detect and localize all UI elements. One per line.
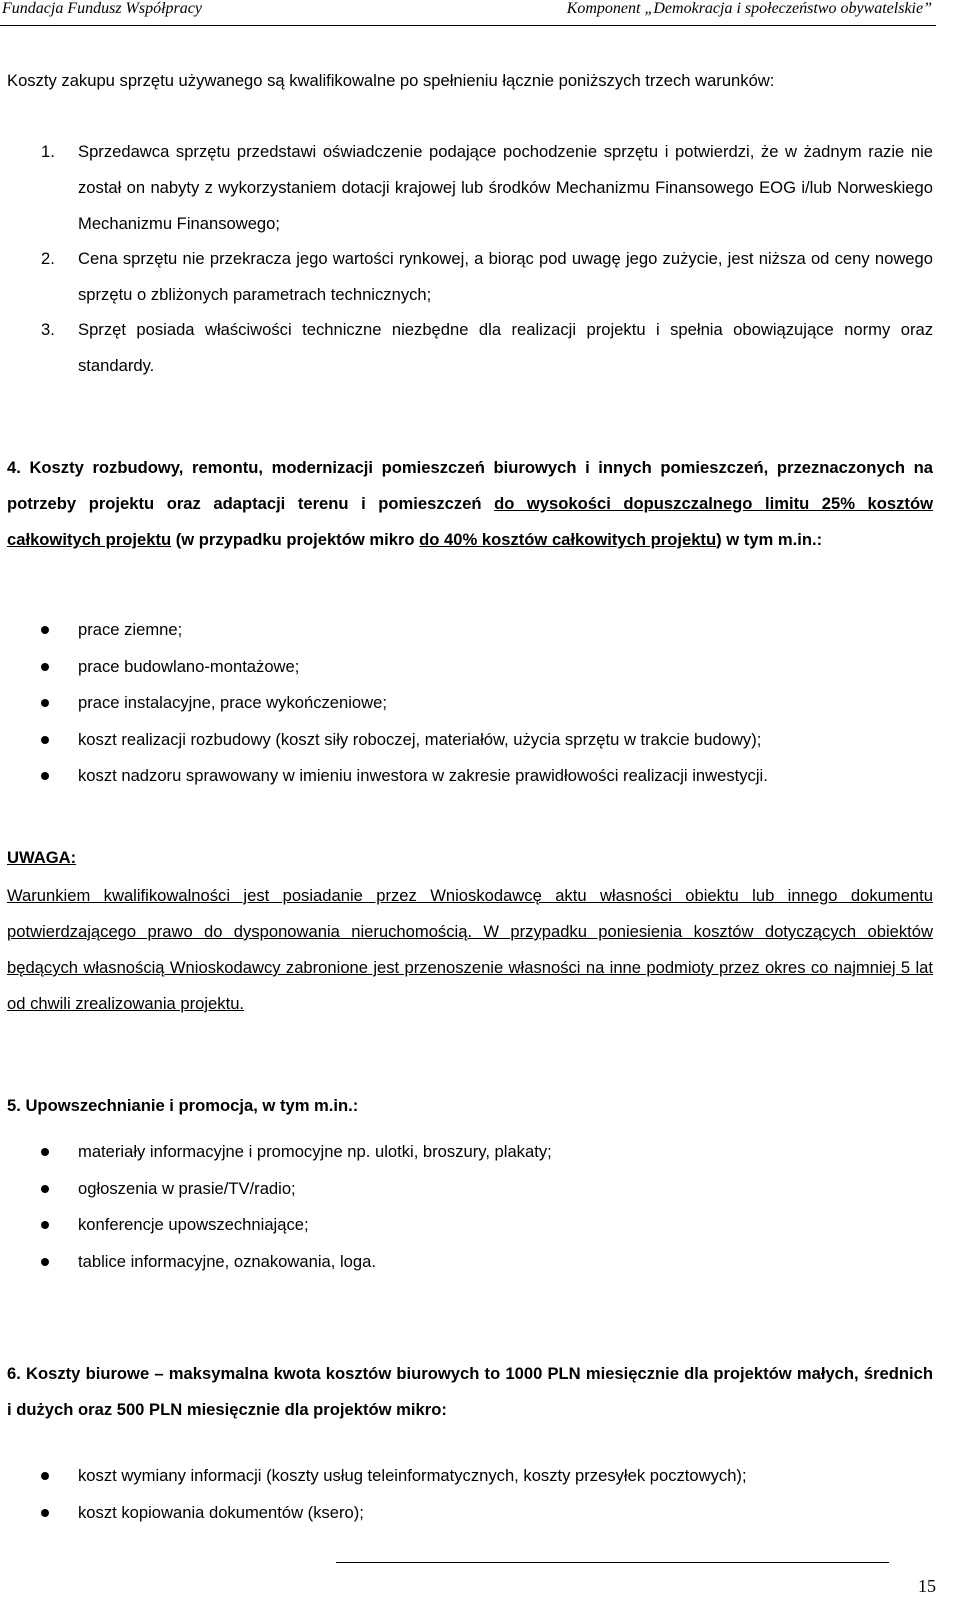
condition-3 [41,312,933,384]
section-5-heading: 5. Upowszechnianie i promocja, w tym m.in.: [7,1096,359,1115]
condition-1 [41,134,933,242]
bullet-icon [41,1472,49,1480]
footer-rule [336,1562,889,1563]
list-item [0,1251,933,1288]
header-right: Komponent „Demokracja i społeczeństwo obywatelskie” [566,0,932,17]
used-equipment-intro: Koszty zakupu sprzętu używanego są kwalifikowalne po spełnieniu łącznie poniższych trzech warunków: [7,71,775,90]
bullet-icon [41,626,49,634]
section-6-heading: 6. Koszty biurowe – maksymalna kwota kosztów biurowych to 1000 PLN miesięcznie dla projektów małych, średnich i dużych oraz 500 PLN miesięcznie dla projektów mikro: [7,1364,933,1419]
list-item-text: koszt nadzoru sprawowany w imieniu inwestora w zakresie prawidłowości realizacji inwestycji. [78,766,768,785]
note-text: Warunkiem kwalifikowalności jest posiadanie przez Wnioskodawcę aktu własności obiektu lub innego dokumentu potwierdzającego prawo do dysponowania nieruchomością. W przypadku poniesienia kosztów dotyczących obiektów będących własnością Wnioskodawcy zabronione jest przenoszenie własności na inne podmioty przez okres co najmniej 5 lat od chwili zrealizowania projektu. [7,886,933,1013]
bullet-icon [41,1185,49,1193]
condition-2 [41,241,933,313]
section-4-heading [7,450,933,558]
list-item [0,656,933,693]
section-6-list [0,1465,933,1538]
section-4-heading-part: 4. Koszty rozbudowy, remontu, modernizacji pomieszczeń biurowych i innych pomieszczeń, przeznaczonych na potrzeby projektu oraz adaptacji terenu i pomieszczeń [7,458,933,513]
list-item-text: konferencje upowszechniające; [78,1215,309,1234]
list-item [0,1465,933,1502]
bullet-icon [41,1221,49,1229]
list-item [0,729,933,766]
list-item-text: koszt wymiany informacji (koszty usług teleinformatycznych, koszty przesyłek pocztowych); [78,1466,747,1485]
note-title: UWAGA: [7,848,77,867]
list-item [0,1502,933,1539]
list-item [0,1214,933,1251]
bullet-icon [41,699,49,707]
list-item [0,1141,933,1178]
page-header [0,0,936,18]
bullet-icon [41,1509,49,1517]
list-item-text: prace ziemne; [78,620,183,639]
list-item-text: materiały informacyjne i promocyjne np. ulotki, broszury, plakaty; [78,1142,552,1161]
header-left: Fundacja Fundusz Współpracy [2,0,202,17]
list-item-text: koszt realizacji rozbudowy (koszt siły roboczej, materiałów, użycia sprzętu w trakcie budowy); [78,729,762,749]
bullet-icon [41,663,49,671]
section-4-heading-part: ) w tym m.in.: [716,530,823,549]
condition-number: 1. [41,142,55,161]
section-4-heading-part: (w przypadku projektów mikro [171,530,420,549]
list-item-text: koszt kopiowania dokumentów (ksero); [78,1502,364,1522]
condition-text: Cena sprzętu nie przekracza jego wartości rynkowej, a biorąc pod uwagę jego zużycie, jest niższa od ceny nowego sprzętu o zbliżonych parametrach technicznych; [78,249,933,304]
list-item [0,765,933,802]
list-item-text: ogłoszenia w prasie/TV/radio; [78,1178,296,1198]
section-5-list [0,1141,933,1287]
list-item-text: tablice informacyjne, oznakowania, loga. [78,1251,376,1271]
condition-text: Sprzęt posiada właściwości techniczne niezbędne dla realizacji projektu i spełnia obowiązujące normy oraz standardy. [78,320,933,375]
list-item [0,1178,933,1215]
list-item-text: prace budowlano-montażowe; [78,656,300,676]
condition-text: Sprzedawca sprzętu przedstawi oświadczenie podające pochodzenie sprzętu i potwierdzi, że w żadnym razie nie został on nabyty z wykorzystaniem dotacji krajowej lub środków Mechanizmu Finansowego EOG i/lub Norweskiego Mechanizmu Finansowego; [78,142,933,233]
bullet-icon [41,1258,49,1266]
section-4-list [0,619,933,802]
bullet-icon [41,772,49,780]
condition-number: 2. [41,249,55,268]
list-item [0,692,933,729]
page-number: 15 [918,1576,936,1596]
section-4-micro-limit-underlined: do 40% kosztów całkowitych projektu [419,530,717,549]
bullet-icon [41,736,49,744]
list-item [0,619,933,656]
bullet-icon [41,1148,49,1156]
header-rule [0,25,936,26]
section-4-limit-underlined: do wysokości dopuszczalnego limitu 25% kosztów całkowitych projektu [7,494,933,549]
list-item-text: prace instalacyjne, prace wykończeniowe; [78,693,387,712]
condition-number: 3. [41,320,55,339]
